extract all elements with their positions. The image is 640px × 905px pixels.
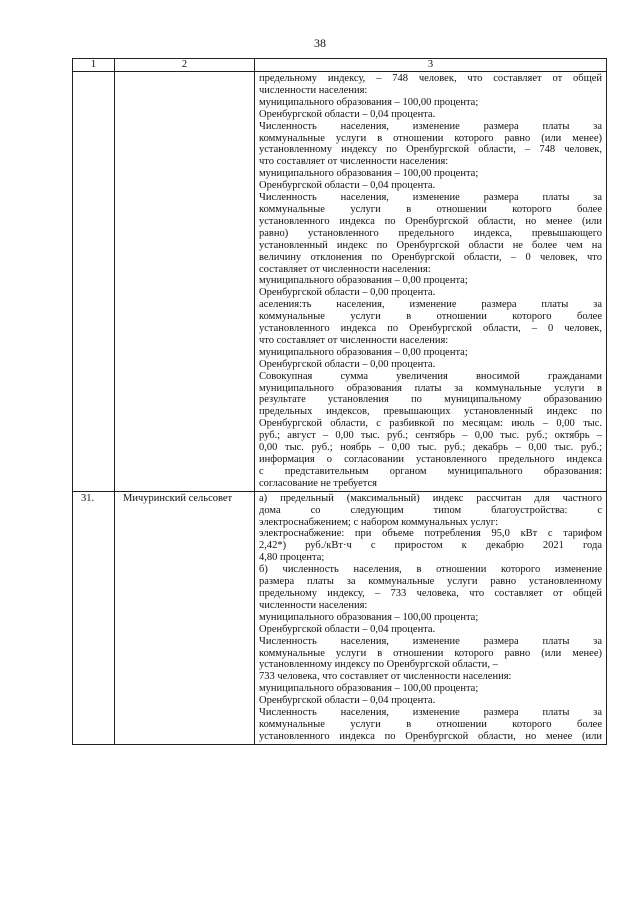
text-line: согласование не требуется [259, 477, 377, 489]
text-line: результате установления по муниципальному образованию [259, 394, 602, 406]
text-line: электроснабжение: при объеме потребления 95,0 кВт с тарифом [259, 528, 602, 540]
text-line: муниципального образования платы за коммунальные услуги в [259, 382, 602, 394]
text-line: б) численность населения, в отношении которого изменение [259, 564, 602, 576]
text-line: предельных индексов, превышающих установленный индекс по [259, 406, 602, 418]
text-line: муниципального образования – 100,00 процента; [259, 96, 479, 108]
header-col-3: 3 [255, 59, 607, 72]
text-line: муниципального образования – 100,00 процента; [259, 168, 479, 180]
header-col-1: 1 [73, 59, 115, 72]
text-line: Оренбургской области – 0,04 процента. [259, 695, 436, 707]
text-line: коммунальные услуги в отношении которого равно (или менее) [259, 647, 602, 659]
settlement-name: Мичуринский сельсовет [115, 491, 255, 744]
text-line: Оренбургской области – 0,00 процента. [259, 287, 436, 299]
text-line: дома со следующим типом благоустройства: с [259, 504, 602, 516]
page-number: 38 [314, 36, 326, 50]
text-line: установленный индекс по Оренбургской области не более чем на [259, 239, 602, 251]
text-line: Численность населения, изменение размера платы за [259, 635, 602, 647]
text-line: 2,42*) руб./кВт·ч с приростом к декабрю 2021 года [259, 540, 602, 552]
table-row-continued [73, 72, 607, 492]
text-line: величину отклонения по Оренбургской области, – 0 человек, что [259, 251, 602, 263]
text-line: предельному индексу, – 733 человека, что составляет от общей [259, 587, 602, 599]
text-line: 4,80 процента; [259, 552, 325, 564]
text-line: с представительным органом муниципального образования: [259, 465, 602, 477]
text-line: размера платы за коммунальные услуги равно установленному [259, 576, 602, 588]
text-line: 0,00 тыс. руб.; ноябрь – 0,00 тыс. руб.; декабрь – 0,00 тыс. руб.; [259, 442, 602, 454]
text-line: установленному индексу по Оренбургской области, – [259, 659, 498, 671]
text-line: установленному индексу по Оренбургской области, – 748 человек, [259, 144, 602, 156]
text-line: коммунальные услуги в отношении которого более [259, 203, 602, 215]
text-line: составляет от численности населения: [259, 263, 431, 275]
text-line: муниципального образования – 0,00 процента; [259, 346, 468, 358]
table-row-31 [73, 491, 607, 744]
text-line: руб.; август – 0,00 тыс. руб.; сентябрь – 0,00 тыс. руб.; октябрь – [259, 430, 602, 442]
text-line: что составляет от численности населения: [259, 334, 449, 346]
text-line: Оренбургской области – 0,04 процента. [259, 108, 436, 120]
text-line: а) предельный (максимальный) индекс рассчитан для частного [259, 492, 602, 504]
text-line: численности населения: [259, 599, 368, 611]
text-line: коммунальные услуги в отношении которого более [259, 311, 602, 323]
header-col-2: 2 [115, 59, 255, 72]
text-line: электроснабжением; с набором коммунальных услуг: [259, 516, 498, 528]
text-line: Совокупная сумма увеличения вносимой гражданами [259, 370, 602, 382]
text-line: численности населения: [259, 84, 368, 96]
text-line: Численность населения, изменение размера платы за [259, 120, 602, 132]
text-line: Оренбургской области, с разбивкой по месяцам: июль – 0,00 тыс. [259, 418, 602, 430]
text-line: установленного индекса по Оренбургской области, но менее (или [259, 730, 602, 742]
text-line: муниципального образования – 100,00 процента; [259, 611, 479, 623]
text-line: равно) установленного предельного индекса, превышающего [259, 227, 602, 239]
text-line: информация о согласовании установленного предельного индекса [259, 454, 602, 465]
row-number [73, 72, 115, 492]
text-line: аселения:ть населения, изменение размера платы за [259, 299, 602, 311]
text-line: установленного индекса по Оренбургской области, но менее (или [259, 215, 602, 227]
header-row [73, 59, 607, 72]
settlement-table [72, 58, 607, 745]
settlement-name [115, 72, 255, 492]
text-line: Численность населения, изменение размера платы за [259, 192, 602, 204]
text-line: 733 человека, что составляет от численности населения: [259, 671, 512, 683]
text-line: Оренбургской области – 0,04 процента. [259, 180, 436, 192]
text-line: Численность населения, изменение размера платы за [259, 707, 602, 719]
text-line: Оренбургской области – 0,00 процента. [259, 358, 436, 370]
row-number: 31. [73, 491, 115, 744]
text-line: коммунальные услуги в отношении которого равно (или менее) [259, 132, 602, 144]
text-line: Оренбургской области – 0,04 процента. [259, 623, 436, 635]
indicator-text [255, 491, 607, 744]
text-line: муниципального образования – 100,00 процента; [259, 683, 479, 695]
text-line: муниципального образования – 0,00 процента; [259, 275, 468, 287]
text-line: коммунальные услуги в отношении которого более [259, 718, 602, 730]
text-line: установленного индекса по Оренбургской области, – 0 человек, [259, 323, 602, 335]
text-line: что составляет от численности населения: [259, 156, 449, 168]
indicator-text [255, 72, 607, 492]
text-line: предельному индексу, – 748 человек, что составляет от общей [259, 73, 602, 84]
